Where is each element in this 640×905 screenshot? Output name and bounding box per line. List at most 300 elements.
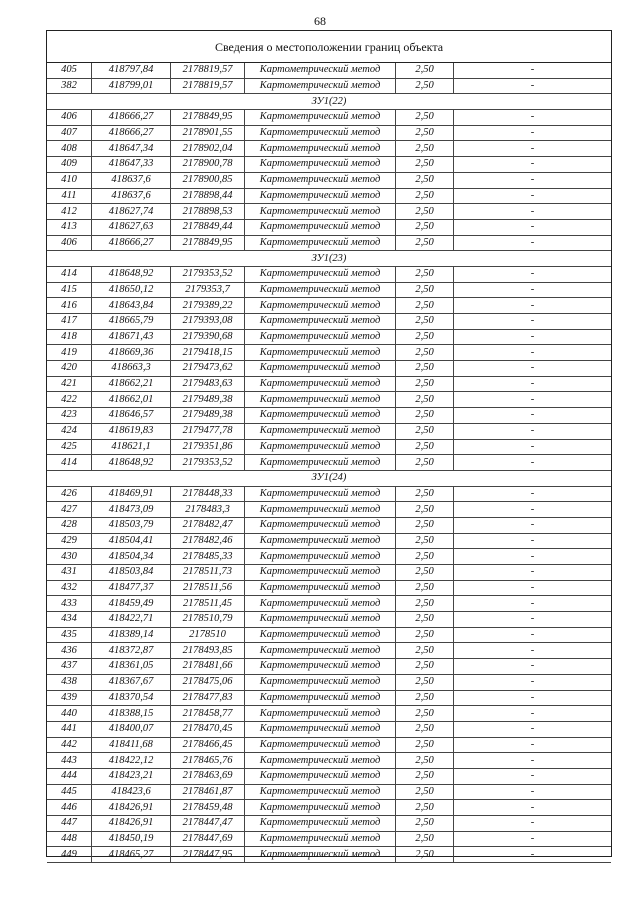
y-coordinate-cell: 2178465,76 — [171, 753, 245, 769]
method-cell: Картометрический метод — [245, 659, 396, 675]
x-coordinate-cell: 418669,36 — [92, 345, 171, 361]
method-cell: Картометрический метод — [245, 345, 396, 361]
precision-cell: 2,50 — [396, 612, 454, 628]
coordinates-table-body — [47, 63, 611, 863]
description-cell: - — [454, 172, 612, 188]
section-label: ЗУ1(23) — [47, 251, 611, 267]
table-row — [47, 78, 611, 94]
table-row — [47, 266, 611, 282]
precision-cell: 2,50 — [396, 659, 454, 675]
precision-cell: 2,50 — [396, 753, 454, 769]
point-number-cell: 419 — [47, 345, 92, 361]
table-row — [47, 455, 611, 471]
description-cell: - — [454, 204, 612, 220]
point-number-cell: 427 — [47, 502, 92, 518]
point-number-cell: 420 — [47, 361, 92, 377]
method-cell: Картометрический метод — [245, 141, 396, 157]
point-number-cell: 417 — [47, 314, 92, 330]
precision-cell: 2,50 — [396, 455, 454, 471]
section-row — [47, 94, 611, 110]
section-label: ЗУ1(24) — [47, 470, 611, 486]
table-row — [47, 439, 611, 455]
description-cell: - — [454, 674, 612, 690]
table-row — [47, 392, 611, 408]
precision-cell: 2,50 — [396, 486, 454, 502]
point-number-cell: 413 — [47, 219, 92, 235]
description-cell: - — [454, 141, 612, 157]
y-coordinate-cell: 2178447,47 — [171, 816, 245, 832]
method-cell: Картометрический метод — [245, 517, 396, 533]
point-number-cell: 424 — [47, 423, 92, 439]
x-coordinate-cell: 418799,01 — [92, 78, 171, 94]
precision-cell: 2,50 — [396, 690, 454, 706]
description-cell: - — [454, 219, 612, 235]
method-cell: Картометрический метод — [245, 172, 396, 188]
table-row — [47, 565, 611, 581]
method-cell: Картометрический метод — [245, 110, 396, 126]
method-cell: Картометрический метод — [245, 408, 396, 424]
description-cell: - — [454, 721, 612, 737]
method-cell: Картометрический метод — [245, 627, 396, 643]
table-row — [47, 690, 611, 706]
precision-cell: 2,50 — [396, 392, 454, 408]
point-number-cell: 436 — [47, 643, 92, 659]
table-row — [47, 63, 611, 78]
y-coordinate-cell: 2178485,33 — [171, 549, 245, 565]
table-row — [47, 580, 611, 596]
point-number-cell: 432 — [47, 580, 92, 596]
table-row — [47, 596, 611, 612]
description-cell: - — [454, 376, 612, 392]
table-row — [47, 517, 611, 533]
method-cell: Картометрический метод — [245, 706, 396, 722]
precision-cell: 2,50 — [396, 204, 454, 220]
description-cell: - — [454, 643, 612, 659]
point-number-cell: 440 — [47, 706, 92, 722]
coordinates-table — [47, 63, 611, 863]
description-cell: - — [454, 329, 612, 345]
point-number-cell: 416 — [47, 298, 92, 314]
y-coordinate-cell: 2178448,33 — [171, 486, 245, 502]
point-number-cell: 406 — [47, 110, 92, 126]
method-cell: Картометрический метод — [245, 753, 396, 769]
precision-cell: 2,50 — [396, 768, 454, 784]
precision-cell: 2,50 — [396, 674, 454, 690]
precision-cell: 2,50 — [396, 816, 454, 832]
description-cell: - — [454, 627, 612, 643]
table-title: Сведения о местоположении границ объекта — [47, 31, 611, 63]
y-coordinate-cell: 2179489,38 — [171, 392, 245, 408]
point-number-cell: 431 — [47, 565, 92, 581]
method-cell: Картометрический метод — [245, 596, 396, 612]
x-coordinate-cell: 418666,27 — [92, 110, 171, 126]
description-cell: - — [454, 816, 612, 832]
table-row — [47, 172, 611, 188]
boundary-table-frame — [46, 30, 612, 860]
x-coordinate-cell: 418477,37 — [92, 580, 171, 596]
table-row — [47, 768, 611, 784]
x-coordinate-cell: 418361,05 — [92, 659, 171, 675]
description-cell: - — [454, 235, 612, 251]
x-coordinate-cell: 418423,6 — [92, 784, 171, 800]
point-number-cell: 442 — [47, 737, 92, 753]
method-cell: Картометрический метод — [245, 329, 396, 345]
precision-cell: 2,50 — [396, 78, 454, 94]
x-coordinate-cell: 418473,09 — [92, 502, 171, 518]
description-cell: - — [454, 831, 612, 847]
description-cell: - — [454, 659, 612, 675]
y-coordinate-cell: 2178819,57 — [171, 63, 245, 78]
description-cell: - — [454, 768, 612, 784]
table-row — [47, 753, 611, 769]
x-coordinate-cell: 418503,84 — [92, 565, 171, 581]
table-row — [47, 549, 611, 565]
y-coordinate-cell: 2179389,22 — [171, 298, 245, 314]
method-cell: Картометрический метод — [245, 157, 396, 173]
point-number-cell: 434 — [47, 612, 92, 628]
precision-cell: 2,50 — [396, 157, 454, 173]
method-cell: Картометрический метод — [245, 298, 396, 314]
precision-cell: 2,50 — [396, 282, 454, 298]
x-coordinate-cell: 418637,6 — [92, 188, 171, 204]
point-number-cell: 415 — [47, 282, 92, 298]
y-coordinate-cell: 2179353,52 — [171, 266, 245, 282]
precision-cell: 2,50 — [396, 63, 454, 78]
x-coordinate-cell: 418797,84 — [92, 63, 171, 78]
point-number-cell: 428 — [47, 517, 92, 533]
description-cell: - — [454, 502, 612, 518]
point-number-cell: 445 — [47, 784, 92, 800]
point-number-cell: 423 — [47, 408, 92, 424]
precision-cell: 2,50 — [396, 643, 454, 659]
description-cell: - — [454, 266, 612, 282]
page-number: 68 — [314, 14, 326, 28]
x-coordinate-cell: 418627,74 — [92, 204, 171, 220]
description-cell: - — [454, 784, 612, 800]
x-coordinate-cell: 418663,3 — [92, 361, 171, 377]
point-number-cell: 430 — [47, 549, 92, 565]
x-coordinate-cell: 418666,27 — [92, 235, 171, 251]
y-coordinate-cell: 2178898,53 — [171, 204, 245, 220]
point-number-cell: 407 — [47, 125, 92, 141]
description-cell: - — [454, 737, 612, 753]
x-coordinate-cell: 418637,6 — [92, 172, 171, 188]
table-row — [47, 376, 611, 392]
x-coordinate-cell: 418400,07 — [92, 721, 171, 737]
description-cell: - — [454, 408, 612, 424]
x-coordinate-cell: 418450,19 — [92, 831, 171, 847]
precision-cell: 2,50 — [396, 784, 454, 800]
y-coordinate-cell: 2178458,77 — [171, 706, 245, 722]
y-coordinate-cell: 2178461,87 — [171, 784, 245, 800]
point-number-cell: 438 — [47, 674, 92, 690]
y-coordinate-cell: 2179351,86 — [171, 439, 245, 455]
y-coordinate-cell: 2178511,73 — [171, 565, 245, 581]
point-number-cell: 382 — [47, 78, 92, 94]
table-row — [47, 659, 611, 675]
precision-cell: 2,50 — [396, 533, 454, 549]
table-row — [47, 612, 611, 628]
y-coordinate-cell: 2178466,45 — [171, 737, 245, 753]
table-row — [47, 847, 611, 863]
precision-cell: 2,50 — [396, 219, 454, 235]
point-number-cell: 446 — [47, 800, 92, 816]
method-cell: Картометрический метод — [245, 565, 396, 581]
description-cell: - — [454, 110, 612, 126]
precision-cell: 2,50 — [396, 502, 454, 518]
description-cell: - — [454, 439, 612, 455]
x-coordinate-cell: 418662,21 — [92, 376, 171, 392]
precision-cell: 2,50 — [396, 125, 454, 141]
description-cell: - — [454, 706, 612, 722]
x-coordinate-cell: 418388,15 — [92, 706, 171, 722]
section-label: ЗУ1(22) — [47, 94, 611, 110]
table-row — [47, 721, 611, 737]
point-number-cell: 441 — [47, 721, 92, 737]
point-number-cell: 443 — [47, 753, 92, 769]
y-coordinate-cell: 2178463,69 — [171, 768, 245, 784]
point-number-cell: 418 — [47, 329, 92, 345]
x-coordinate-cell: 418671,43 — [92, 329, 171, 345]
x-coordinate-cell: 418643,84 — [92, 298, 171, 314]
description-cell: - — [454, 533, 612, 549]
description-cell: - — [454, 690, 612, 706]
x-coordinate-cell: 418647,33 — [92, 157, 171, 173]
y-coordinate-cell: 2179483,63 — [171, 376, 245, 392]
y-coordinate-cell: 2178483,3 — [171, 502, 245, 518]
y-coordinate-cell: 2178849,44 — [171, 219, 245, 235]
method-cell: Картометрический метод — [245, 816, 396, 832]
precision-cell: 2,50 — [396, 565, 454, 581]
point-number-cell: 422 — [47, 392, 92, 408]
x-coordinate-cell: 418370,54 — [92, 690, 171, 706]
table-row — [47, 816, 611, 832]
precision-cell: 2,50 — [396, 361, 454, 377]
table-row — [47, 110, 611, 126]
x-coordinate-cell: 418504,34 — [92, 549, 171, 565]
x-coordinate-cell: 418619,83 — [92, 423, 171, 439]
table-row — [47, 141, 611, 157]
table-row — [47, 408, 611, 424]
table-row — [47, 706, 611, 722]
precision-cell: 2,50 — [396, 376, 454, 392]
y-coordinate-cell: 2179390,68 — [171, 329, 245, 345]
description-cell: - — [454, 800, 612, 816]
description-cell: - — [454, 392, 612, 408]
description-cell: - — [454, 486, 612, 502]
point-number-cell: 435 — [47, 627, 92, 643]
precision-cell: 2,50 — [396, 580, 454, 596]
x-coordinate-cell: 418621,1 — [92, 439, 171, 455]
description-cell: - — [454, 282, 612, 298]
point-number-cell: 414 — [47, 266, 92, 282]
precision-cell: 2,50 — [396, 110, 454, 126]
point-number-cell: 425 — [47, 439, 92, 455]
method-cell: Картометрический метод — [245, 235, 396, 251]
point-number-cell: 444 — [47, 768, 92, 784]
y-coordinate-cell: 2178470,45 — [171, 721, 245, 737]
precision-cell: 2,50 — [396, 517, 454, 533]
table-row — [47, 784, 611, 800]
y-coordinate-cell: 2178482,47 — [171, 517, 245, 533]
method-cell: Картометрический метод — [245, 847, 396, 863]
x-coordinate-cell: 418503,79 — [92, 517, 171, 533]
precision-cell: 2,50 — [396, 329, 454, 345]
point-number-cell: 408 — [47, 141, 92, 157]
x-coordinate-cell: 418650,12 — [92, 282, 171, 298]
point-number-cell: 447 — [47, 816, 92, 832]
y-coordinate-cell: 2178511,56 — [171, 580, 245, 596]
description-cell: - — [454, 361, 612, 377]
table-row — [47, 345, 611, 361]
method-cell: Картометрический метод — [245, 78, 396, 94]
y-coordinate-cell: 2178459,48 — [171, 800, 245, 816]
precision-cell: 2,50 — [396, 596, 454, 612]
y-coordinate-cell: 2179353,52 — [171, 455, 245, 471]
table-row — [47, 800, 611, 816]
precision-cell: 2,50 — [396, 235, 454, 251]
method-cell: Картометрический метод — [245, 188, 396, 204]
point-number-cell: 414 — [47, 455, 92, 471]
x-coordinate-cell: 418422,71 — [92, 612, 171, 628]
y-coordinate-cell: 2178481,66 — [171, 659, 245, 675]
precision-cell: 2,50 — [396, 706, 454, 722]
y-coordinate-cell: 2179353,7 — [171, 282, 245, 298]
x-coordinate-cell: 418426,91 — [92, 800, 171, 816]
x-coordinate-cell: 418646,57 — [92, 408, 171, 424]
x-coordinate-cell: 418666,27 — [92, 125, 171, 141]
description-cell: - — [454, 455, 612, 471]
method-cell: Картометрический метод — [245, 125, 396, 141]
x-coordinate-cell: 418411,68 — [92, 737, 171, 753]
precision-cell: 2,50 — [396, 298, 454, 314]
precision-cell: 2,50 — [396, 831, 454, 847]
point-number-cell: 406 — [47, 235, 92, 251]
method-cell: Картометрический метод — [245, 721, 396, 737]
description-cell: - — [454, 188, 612, 204]
method-cell: Картометрический метод — [245, 361, 396, 377]
method-cell: Картометрический метод — [245, 737, 396, 753]
x-coordinate-cell: 418469,91 — [92, 486, 171, 502]
x-coordinate-cell: 418423,21 — [92, 768, 171, 784]
y-coordinate-cell: 2179489,38 — [171, 408, 245, 424]
method-cell: Картометрический метод — [245, 502, 396, 518]
method-cell: Картометрический метод — [245, 455, 396, 471]
precision-cell: 2,50 — [396, 627, 454, 643]
x-coordinate-cell: 418465,27 — [92, 847, 171, 863]
description-cell: - — [454, 596, 612, 612]
precision-cell: 2,50 — [396, 172, 454, 188]
y-coordinate-cell: 2178511,45 — [171, 596, 245, 612]
precision-cell: 2,50 — [396, 141, 454, 157]
description-cell: - — [454, 565, 612, 581]
method-cell: Картометрический метод — [245, 282, 396, 298]
method-cell: Картометрический метод — [245, 831, 396, 847]
table-row — [47, 423, 611, 439]
y-coordinate-cell: 2178900,85 — [171, 172, 245, 188]
x-coordinate-cell: 418648,92 — [92, 266, 171, 282]
method-cell: Картометрический метод — [245, 580, 396, 596]
table-row — [47, 643, 611, 659]
point-number-cell: 410 — [47, 172, 92, 188]
section-row — [47, 251, 611, 267]
y-coordinate-cell: 2178482,46 — [171, 533, 245, 549]
y-coordinate-cell: 2178902,04 — [171, 141, 245, 157]
table-row — [47, 282, 611, 298]
y-coordinate-cell: 2179477,78 — [171, 423, 245, 439]
description-cell: - — [454, 298, 612, 314]
x-coordinate-cell: 418367,67 — [92, 674, 171, 690]
description-cell: - — [454, 157, 612, 173]
point-number-cell: 439 — [47, 690, 92, 706]
x-coordinate-cell: 418422,12 — [92, 753, 171, 769]
x-coordinate-cell: 418662,01 — [92, 392, 171, 408]
precision-cell: 2,50 — [396, 266, 454, 282]
table-row — [47, 737, 611, 753]
description-cell: - — [454, 78, 612, 94]
x-coordinate-cell: 418648,92 — [92, 455, 171, 471]
description-cell: - — [454, 753, 612, 769]
method-cell: Картометрический метод — [245, 690, 396, 706]
y-coordinate-cell: 2178493,85 — [171, 643, 245, 659]
x-coordinate-cell: 418504,41 — [92, 533, 171, 549]
method-cell: Картометрический метод — [245, 768, 396, 784]
y-coordinate-cell: 2178819,57 — [171, 78, 245, 94]
y-coordinate-cell: 2178477,83 — [171, 690, 245, 706]
table-row — [47, 235, 611, 251]
y-coordinate-cell: 2178510,79 — [171, 612, 245, 628]
description-cell: - — [454, 580, 612, 596]
method-cell: Картометрический метод — [245, 549, 396, 565]
table-row — [47, 627, 611, 643]
table-row — [47, 533, 611, 549]
point-number-cell: 421 — [47, 376, 92, 392]
method-cell: Картометрический метод — [245, 423, 396, 439]
description-cell: - — [454, 423, 612, 439]
point-number-cell: 448 — [47, 831, 92, 847]
point-number-cell: 429 — [47, 533, 92, 549]
precision-cell: 2,50 — [396, 721, 454, 737]
point-number-cell: 437 — [47, 659, 92, 675]
description-cell: - — [454, 125, 612, 141]
table-row — [47, 298, 611, 314]
precision-cell: 2,50 — [396, 408, 454, 424]
table-row — [47, 674, 611, 690]
table-row — [47, 361, 611, 377]
method-cell: Картометрический метод — [245, 674, 396, 690]
table-row — [47, 502, 611, 518]
y-coordinate-cell: 2178475,06 — [171, 674, 245, 690]
y-coordinate-cell: 2178447,69 — [171, 831, 245, 847]
y-coordinate-cell: 2178849,95 — [171, 110, 245, 126]
y-coordinate-cell: 2179393,08 — [171, 314, 245, 330]
method-cell: Картометрический метод — [245, 219, 396, 235]
point-number-cell: 405 — [47, 63, 92, 78]
precision-cell: 2,50 — [396, 439, 454, 455]
description-cell: - — [454, 345, 612, 361]
point-number-cell: 449 — [47, 847, 92, 863]
precision-cell: 2,50 — [396, 188, 454, 204]
x-coordinate-cell: 418647,34 — [92, 141, 171, 157]
precision-cell: 2,50 — [396, 423, 454, 439]
method-cell: Картометрический метод — [245, 439, 396, 455]
table-row — [47, 125, 611, 141]
table-row — [47, 329, 611, 345]
x-coordinate-cell: 418426,91 — [92, 816, 171, 832]
y-coordinate-cell: 2179418,15 — [171, 345, 245, 361]
precision-cell: 2,50 — [396, 549, 454, 565]
x-coordinate-cell: 418627,63 — [92, 219, 171, 235]
